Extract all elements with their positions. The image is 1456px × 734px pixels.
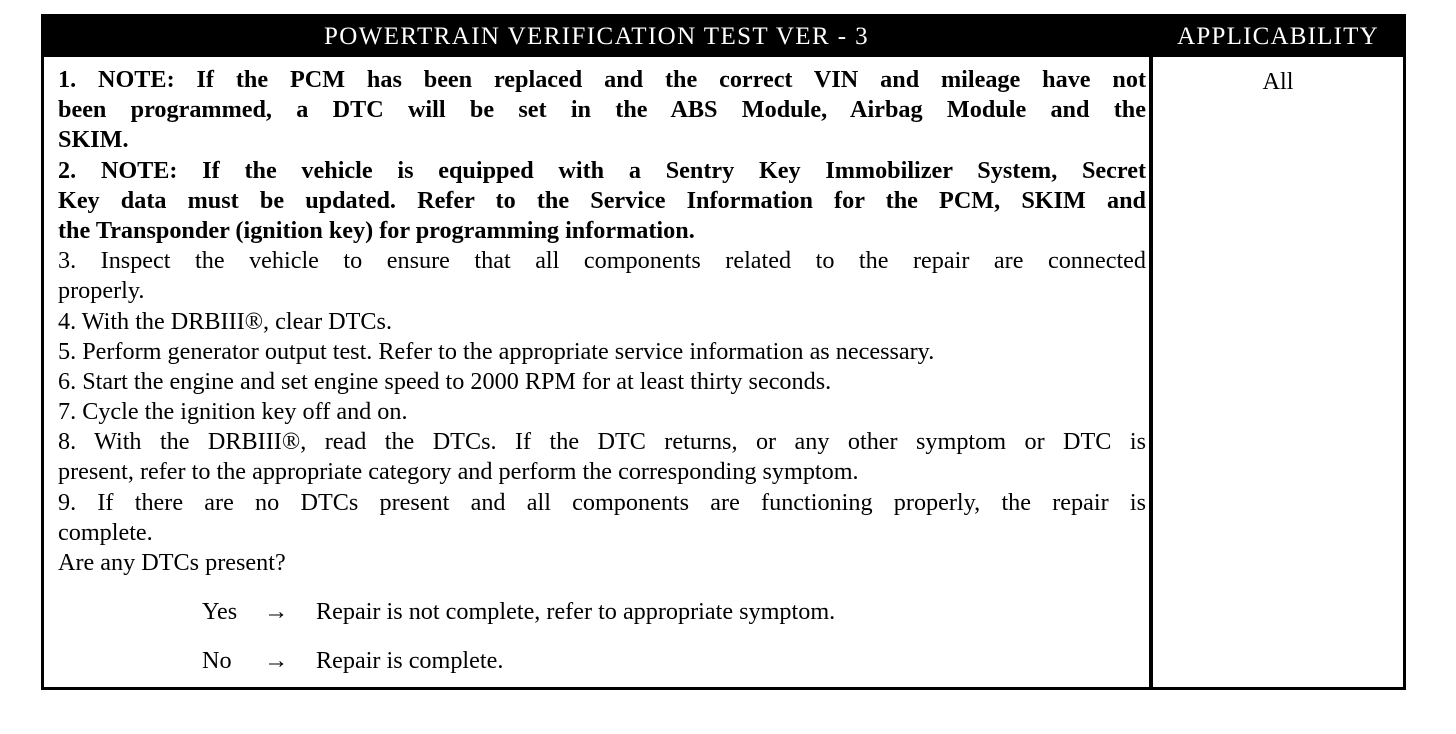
procedure-line: 1. NOTE: If the PCM has been replaced and the correct VIN and mileage have not — [58, 66, 1146, 93]
procedure-line: complete. — [58, 518, 153, 546]
table-header — [44, 17, 1403, 57]
procedure-line: Key data must be updated. Refer to the Service Information for the PCM, SKIM and — [58, 186, 1146, 214]
procedure-line: 7. Cycle the ignition key off and on. — [58, 398, 408, 426]
applicability-header: APPLICABILITY — [1177, 23, 1379, 50]
procedure-steps — [58, 65, 1146, 578]
test-title: POWERTRAIN VERIFICATION TEST VER - 3 — [324, 23, 869, 50]
procedure-line: 5. Perform generator output test. Refer to the appropriate service information as necessary. — [58, 337, 935, 365]
answer-result: Repair is complete. — [316, 647, 504, 674]
procedure-line: the Transponder (ignition key) for programming information. — [58, 216, 695, 244]
verification-test-table — [41, 14, 1406, 690]
arrow-icon: → — [264, 647, 289, 674]
procedure-line: Are any DTCs present? — [58, 549, 286, 576]
procedure-line: 8. With the DRBIII®, read the DTCs. If the DTC returns, or any other symptom or DTC is — [58, 428, 1146, 456]
procedure-line: 6. Start the engine and set engine speed to 2000 RPM for at least thirty seconds. — [58, 367, 832, 395]
procedure-line: 2. NOTE: If the vehicle is equipped with a Sentry Key Immobilizer System, Secret — [58, 156, 1146, 184]
procedure-line: 4. With the DRBIII®, clear DTCs. — [58, 307, 393, 335]
procedure-line: present, refer to the appropriate category and perform the corresponding symptom. — [58, 458, 859, 486]
answer-label: No — [202, 647, 232, 674]
procedure-line: 9. If there are no DTCs present and all components are functioning properly, the repair is — [58, 488, 1146, 516]
procedure-line: SKIM. — [58, 126, 129, 154]
procedure-line: been programmed, a DTC will be set in the ABS Module, Airbag Module and the — [58, 96, 1146, 124]
procedure-line: properly. — [58, 277, 145, 305]
answer-label: Yes — [202, 598, 238, 625]
applicability-value: All — [1262, 68, 1294, 95]
arrow-icon: → — [264, 598, 289, 625]
procedure-line: 3. Inspect the vehicle to ensure that all components related to the repair are connected — [58, 247, 1146, 275]
answer-result: Repair is not complete, refer to appropriate symptom. — [316, 598, 836, 625]
column-divider — [1149, 57, 1153, 687]
